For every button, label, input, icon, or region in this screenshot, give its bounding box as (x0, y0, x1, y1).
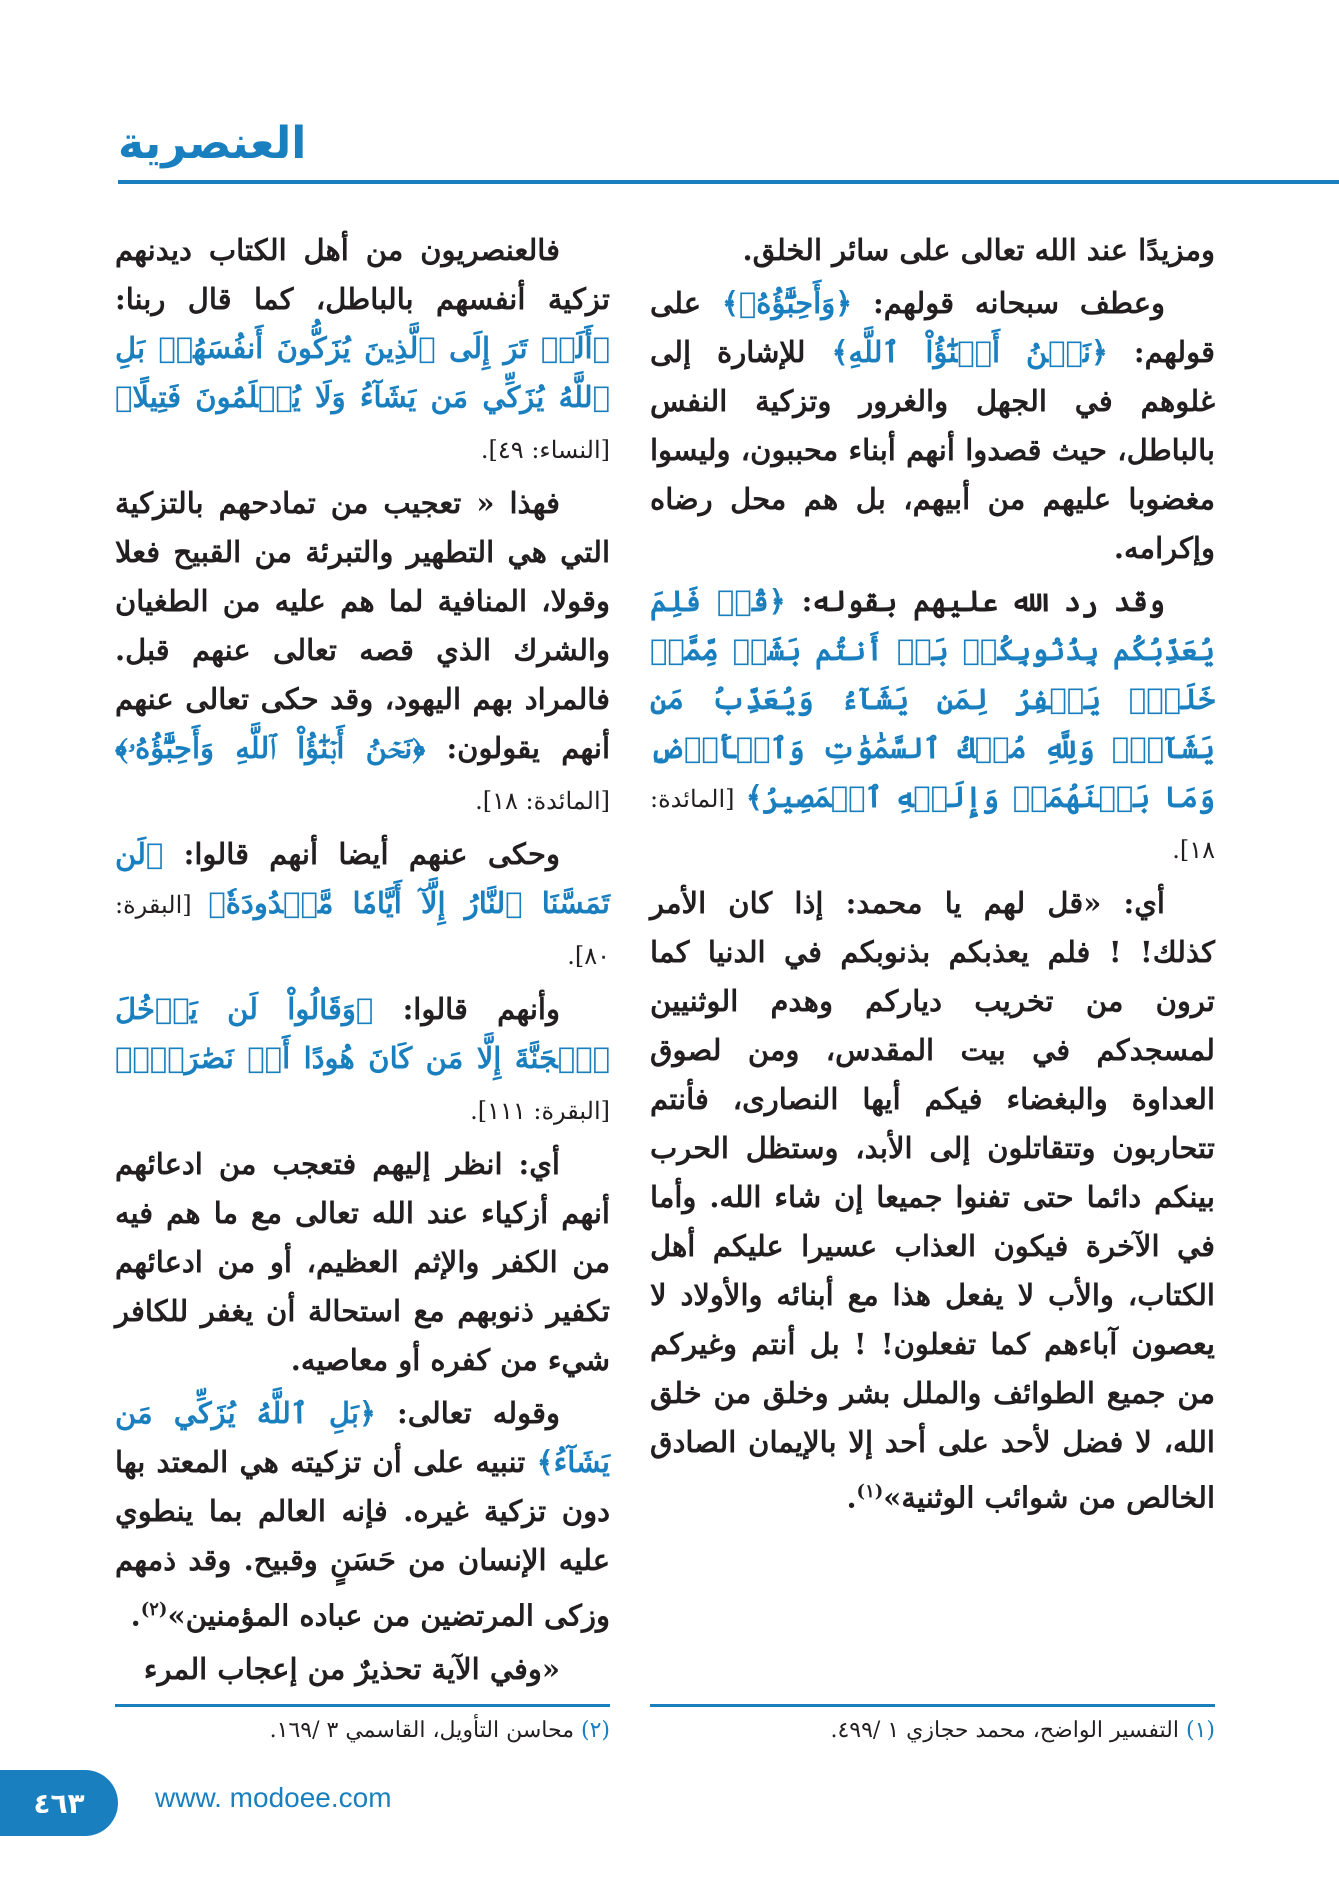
verse-reference: [البقرة: ١١١]. (470, 1097, 610, 1125)
paragraph-text: وقوله تعالى: (375, 1396, 560, 1430)
quran-verse: ﴿قُلۡ فَلِمَ يُعَذِّبُكُم بِذُنُوبِكُمۖ بَلۡ أَنتُم بَشَرٞ مِّمَّنۡ خَلَقَۚ يَغۡفِرُ لِمَن يَشَآءُ وَيُعَذِّبُ مَن يَشَآءُۚ وَلِلَّهِ مُلۡكُ ٱلسَّمَٰوَٰتِ وَٱلۡأَرۡضِ وَمَا بَيۡنَهُمَاۖ وَإِلَيۡهِ ٱلۡمَصِيرُ﴾ (650, 584, 1215, 814)
footnote-number: (٢) (580, 1718, 610, 1743)
running-header-title: العنصرية (118, 118, 307, 169)
quran-verse: ﴿وَقَالُواْ لَن يَدۡخُلَ ٱلۡجَنَّةَ إِلَّا مَن كَانَ هُودًا أَوۡ نَصَٰرَىٰۗ﴾ (115, 992, 610, 1075)
paragraph-text: . (130, 1598, 141, 1633)
footnote-number: (١) (1185, 1718, 1215, 1743)
footnote (115, 1718, 610, 1743)
paragraph-text: وحكى عنهم أيضا أنهم قالوا: (163, 837, 560, 871)
paragraph-text: ومزيدًا عند الله تعالى على سائر الخلق. (742, 233, 1215, 267)
footnote-text: التفسير الواضح، محمد حجازي ١ /٤٩٩. (830, 1718, 1186, 1743)
right-column (650, 226, 1215, 1527)
paragraph-text: وعطف سبحانه قولهم: (852, 286, 1166, 320)
footnote-rule (115, 1704, 610, 1707)
paragraph (650, 279, 1215, 573)
paragraph-text: وقد رد الله عليهم بقوله: (785, 584, 1165, 618)
paragraph-text: «وفي الآية تحذيرٌ من إعجاب المرء (143, 1651, 560, 1686)
paragraph-text: تنبيه على أن تزكيته هي المعتد بها دون تزكية غيره. فإنه العالم بما ينطوي عليه الإنسان من حَسَنٍ وقبيح. وقد ذمهم وزكى المرتضين من عباده المؤمنين» (115, 1445, 610, 1633)
quran-verse: ﴿وَأَحِبَّٰٓؤُهُۥ﴾ (721, 286, 853, 320)
paragraph (115, 830, 610, 981)
header-rule (118, 180, 1339, 184)
paragraph (115, 1140, 610, 1385)
paragraph (115, 1645, 610, 1694)
paragraph-text: على قولهم: (650, 286, 1215, 369)
quran-verse: ﴿أَلَمۡ تَرَ إِلَى ٱلَّذِينَ يُزَكُّونَ أَنفُسَهُمۚ بَلِ ٱللَّهُ يُزَكِّي مَن يَشَآءُ وَلَا يُظۡلَمُونَ فَتِيلًا﴾ (115, 331, 610, 414)
page-number-tab (0, 1770, 118, 1836)
website-url[interactable]: www. modoee.com (155, 1782, 392, 1813)
footnote-rule (650, 1704, 1215, 1707)
paragraph-text: . (846, 1480, 857, 1515)
footnote (650, 1718, 1215, 1743)
page-number: ٤٦٣ (33, 1786, 85, 1820)
paragraph-text: فالعنصريون من أهل الكتاب ديدنهم تزكية أنفسهم بالباطل، كما قال ربنا: (115, 233, 610, 316)
paragraph (115, 479, 610, 826)
paragraph-text: أي: «قل لهم يا محمد: إذا كان الأمر كذلك! ! فلم يعذبكم بذنوبكم في الدنيا كما ترون من تخريب دياركم وهدم الوثنيين لمسجدكم في بيت المقدس، ومن لصوق العداوة والبغضاء فيكم أيها النصارى، فأنتم تتحاربون وتتقاتلون إلى الأبد، وستظل الحرب بينكم دائما حتى تفنوا جميعا إن شاء الله. وأما في الآخرة فيكون العذاب عسيرا عليكم أهل الكتاب، والأب لا يفعل هذا مع أبنائه والأولاد لا يعصون آباءهم كما تفعلون! ! بل أنتم وغيركم من جميع الطوائف والملل بشر وخلق من خلق الله، لا فضل لأحد على أحد إلا بالإيمان الصادق الخالص من شوائب الوثنية» (650, 886, 1215, 1515)
quran-verse: ﴿لَن تَمَسَّنَا ٱلنَّارُ إِلَّآ أَيَّامٗا مَّعۡدُودَةٗ﴾ (115, 837, 610, 920)
paragraph (115, 1389, 610, 1641)
paragraph-text: للإشارة إلى غلوهم في الجهل والغرور وتزكية النفس بالباطل، حيث قصدوا أنهم أبناء محببون، وليسوا مغضوبا عليهم من أبيهم، بل هم محل رضاه وإكرامه. (650, 335, 1215, 565)
paragraph (650, 577, 1215, 875)
quran-verse: ﴿نَحۡنُ أَبۡنَٰٓؤُاْ ٱللَّهِ وَأَحِبَّٰٓؤُهُۥ﴾ (115, 731, 426, 765)
verse-reference: [المائدة: ١٨]. (475, 787, 610, 815)
quran-verse: ﴿بَلِ ٱللَّهُ يُزَكِّي مَن يَشَآءُ﴾ (115, 1396, 610, 1479)
verse-reference: [النساء: ٤٩]. (480, 436, 610, 464)
paragraph-text: وأنهم قالوا: (373, 992, 560, 1026)
paragraph-text: فهذا « تعجيب من تمادحهم بالتزكية التي هي التطهير والتبرئة من القبيح فعلا وقولا، المنافية لما هم عليه من الطغيان والشرك الذي قصه تعالى عنهم قبل. فالمراد بهم اليهود، وقد حكى تعالى عنهم أنهم يقولون: (115, 486, 610, 765)
verse-reference: [البقرة: ٨٠]. (115, 891, 610, 970)
footnote-marker[interactable]: (١) (856, 1481, 884, 1502)
paragraph (115, 985, 610, 1136)
quran-verse: ﴿نَحۡنُ أَبۡنَٰٓؤُاْ ٱللَّهِ﴾ (831, 335, 1108, 369)
paragraph (650, 879, 1215, 1523)
left-column (115, 226, 610, 1698)
paragraph (115, 226, 610, 475)
footnote-text: محاسن التأويل، القاسمي ٣ /١٦٩. (269, 1718, 581, 1743)
verse-reference: [المائدة: ١٨]. (650, 785, 1215, 864)
paragraph (650, 226, 1215, 275)
footnote-marker[interactable]: (٢) (140, 1599, 168, 1620)
paragraph-text: أي: انظر إليهم فتعجب من ادعائهم أنهم أزكياء عند الله تعالى مع ما هم فيه من الكفر والإثم العظيم، أو من ادعائهم تكفير ذنوبهم مع استحالة أن يغفر للكافر شيء من كفره أو معاصيه. (115, 1147, 610, 1377)
